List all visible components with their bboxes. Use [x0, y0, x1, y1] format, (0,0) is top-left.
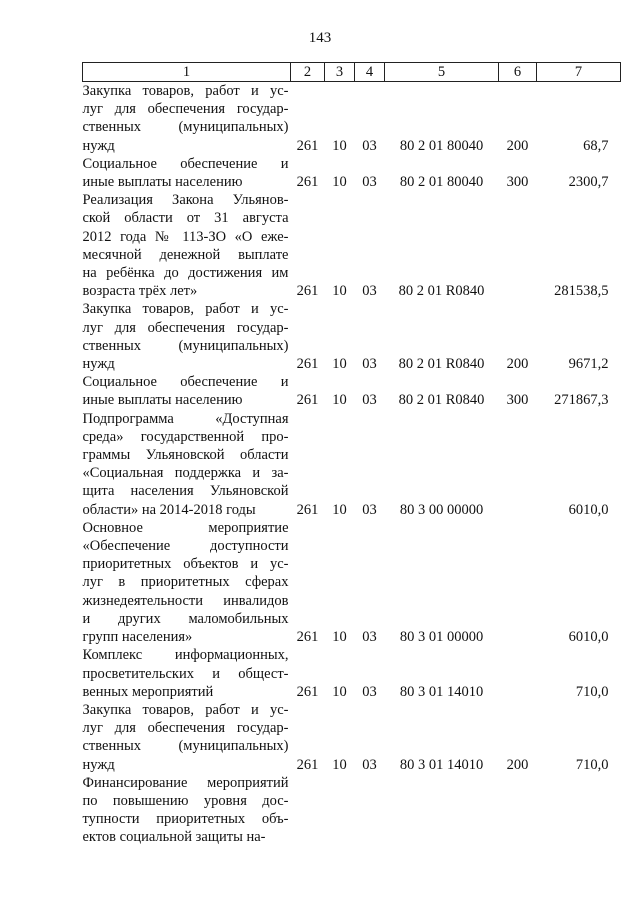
row-description: [83, 774, 291, 847]
page-number: 143: [308, 30, 332, 46]
description-line: Социальное обеспечение и: [82, 155, 289, 172]
description-line: и других маломобильных: [82, 610, 289, 627]
table-header-row: [83, 63, 621, 82]
description-line: ственных (муниципальных): [82, 119, 289, 136]
section-code: 10: [332, 137, 347, 154]
amount: 6010,0: [568, 629, 609, 646]
subsection-code: [355, 774, 385, 847]
row-description: [83, 519, 291, 646]
subsection-code: 03: [362, 174, 377, 191]
description-line: Закупка товаров, работ и ус-: [82, 83, 289, 99]
subsection-code: 03: [362, 137, 377, 154]
description-line: «Социальная поддержка и за-: [82, 465, 289, 482]
row-description: [83, 82, 291, 155]
row-description: [83, 191, 291, 300]
description-line: ственных (муниципальных): [82, 337, 289, 354]
description-line: групп населения»: [82, 629, 193, 646]
description-line: Комплекс информационных,: [82, 647, 289, 664]
column-header: 5: [385, 63, 499, 82]
expense-type-code: [499, 646, 537, 701]
ministry-code: 261: [296, 174, 319, 191]
table-row: [83, 155, 621, 191]
target-article-code: 80 3 01 14010: [399, 683, 484, 700]
target-article-code: 80 3 00 00000: [399, 501, 484, 518]
table-row: [83, 701, 621, 774]
ministry-code: 261: [296, 501, 319, 518]
subsection-code: 03: [362, 356, 377, 373]
description-line: Закупка товаров, работ и ус-: [82, 301, 289, 318]
section-code: [325, 774, 355, 847]
target-article-code: [385, 774, 499, 847]
description-line: 2012 года № 113-ЗО «О еже-: [82, 228, 289, 245]
row-description: [83, 646, 291, 701]
target-article-code: 80 2 01 R0840: [398, 392, 485, 409]
table-row: [83, 646, 621, 701]
target-article-code: 80 3 01 00000: [399, 629, 484, 646]
description-line: среда» государственной про-: [82, 428, 289, 445]
table-row: [83, 410, 621, 519]
ministry-code: [291, 774, 325, 847]
table-row: [83, 373, 621, 409]
amount: 281538,5: [554, 283, 609, 300]
section-code: 10: [332, 283, 347, 300]
expense-type-code: 200: [506, 756, 529, 773]
ministry-code: 261: [296, 629, 319, 646]
ministry-code: 261: [296, 392, 319, 409]
expense-type-code: [499, 191, 537, 300]
subsection-code: 03: [362, 392, 377, 409]
target-article-code: 80 2 01 80040: [399, 174, 484, 191]
section-code: 10: [332, 629, 347, 646]
target-article-code: 80 2 01 80040: [399, 137, 484, 154]
description-line: Реализация Закона Ульянов-: [82, 192, 289, 209]
amount: 9671,2: [568, 356, 609, 373]
section-code: 10: [332, 683, 347, 700]
description-line: нужд: [82, 356, 115, 373]
description-line: луг в приоритетных сферах: [82, 574, 289, 591]
subsection-code: 03: [362, 683, 377, 700]
expense-type-code: [499, 774, 537, 847]
description-line: Финансирование мероприятий: [82, 774, 289, 791]
column-header: 2: [291, 63, 325, 82]
column-header: 1: [83, 63, 291, 82]
section-code: 10: [332, 356, 347, 373]
description-line: приоритетных объектов и ус-: [82, 556, 289, 573]
description-line: луг для обеспечения государ-: [82, 720, 289, 737]
table-body: [83, 82, 621, 847]
row-description: [83, 410, 291, 519]
description-line: ектов социальной защиты на-: [82, 829, 266, 846]
description-line: месячной денежной выплате: [82, 246, 289, 263]
description-line: жизнедеятельности инвалидов: [82, 592, 289, 609]
ministry-code: 261: [296, 137, 319, 154]
table-row: [83, 774, 621, 847]
section-code: 10: [332, 174, 347, 191]
description-line: просветительских и общест-: [82, 665, 289, 682]
description-line: нужд: [82, 137, 115, 154]
subsection-code: 03: [362, 501, 377, 518]
column-header: 7: [537, 63, 621, 82]
subsection-code: 03: [362, 756, 377, 773]
amount: 710,0: [575, 683, 609, 700]
description-line: нужд: [82, 756, 115, 773]
section-code: 10: [332, 501, 347, 518]
expense-type-code: [499, 519, 537, 646]
description-line: области» на 2014-2018 годы: [82, 501, 256, 518]
expense-type-code: [499, 410, 537, 519]
amount: 68,7: [583, 137, 609, 154]
column-header: 6: [499, 63, 537, 82]
table-row: [83, 191, 621, 300]
subsection-code: 03: [362, 283, 377, 300]
column-header: 4: [355, 63, 385, 82]
table-row: [83, 300, 621, 373]
amount: 710,0: [575, 756, 609, 773]
ministry-code: 261: [296, 356, 319, 373]
table-row: [83, 82, 621, 155]
budget-table: [82, 62, 621, 847]
row-description: [83, 155, 291, 191]
expense-type-code: 200: [506, 356, 529, 373]
description-line: иные выплаты населению: [82, 392, 243, 409]
description-line: тупности приоритетных объ-: [82, 811, 289, 828]
ministry-code: 261: [296, 283, 319, 300]
description-line: венных мероприятий: [82, 683, 214, 700]
description-line: щита населения Ульяновской: [82, 483, 289, 500]
description-line: луг для обеспечения государ-: [82, 319, 289, 336]
amount: [537, 774, 621, 847]
description-line: на ребёнка до достижения им: [82, 265, 289, 282]
description-line: Подпрограмма «Доступная: [82, 410, 289, 427]
section-code: 10: [332, 392, 347, 409]
description-line: «Обеспечение доступности: [82, 538, 289, 555]
description-line: Социальное обеспечение и: [82, 374, 289, 391]
description-line: ской области от 31 августа: [82, 210, 289, 227]
target-article-code: 80 2 01 R0840: [398, 356, 485, 373]
target-article-code: 80 3 01 14010: [399, 756, 484, 773]
expense-type-code: 300: [506, 174, 529, 191]
description-line: граммы Ульяновской области: [82, 447, 289, 464]
description-line: луг для обеспечения государ-: [82, 101, 289, 118]
amount: 2300,7: [568, 174, 609, 191]
description-line: Основное мероприятие: [82, 519, 289, 536]
description-line: иные выплаты населению: [82, 174, 243, 191]
row-description: [83, 701, 291, 774]
row-description: [83, 373, 291, 409]
column-header: 3: [325, 63, 355, 82]
target-article-code: 80 2 01 R0840: [398, 283, 485, 300]
section-code: 10: [332, 756, 347, 773]
description-line: Закупка товаров, работ и ус-: [82, 701, 289, 718]
amount: 6010,0: [568, 501, 609, 518]
ministry-code: 261: [296, 756, 319, 773]
subsection-code: 03: [362, 629, 377, 646]
ministry-code: 261: [296, 683, 319, 700]
table-row: [83, 519, 621, 646]
row-description: [83, 300, 291, 373]
description-line: возраста трёх лет»: [82, 283, 198, 300]
description-line: ственных (муниципальных): [82, 738, 289, 755]
expense-type-code: 300: [506, 392, 529, 409]
expense-type-code: 200: [506, 137, 529, 154]
amount: 271867,3: [554, 392, 609, 409]
description-line: по повышению уровня дос-: [82, 792, 289, 809]
